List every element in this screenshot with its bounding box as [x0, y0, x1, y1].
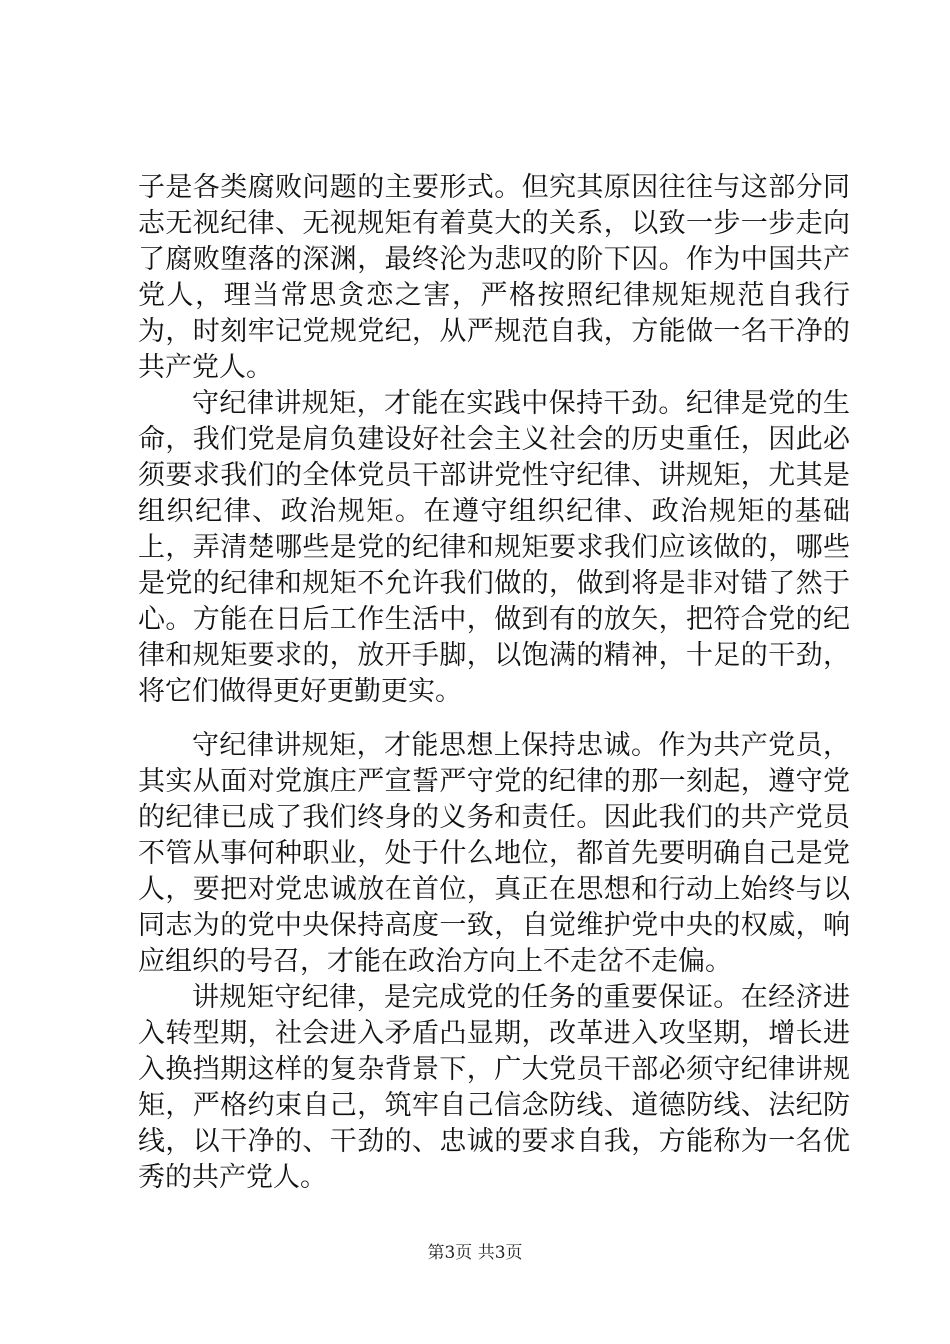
paragraph-1: 子是各类腐败问题的主要形式。但究其原因往往与这部分同志无视纪律、无视规矩有着莫大的关系，以致一步一步走向了腐败堕落的深渊，最终沦为悲叹的阶下囚。作为中国共产党人，理当常思贪恋之害，严格按照纪律规矩规范自我行为，时刻牢记党规党纪，从严规范自我，方能做一名干净的共产党人。 — [138, 172, 850, 383]
page-number-footer: 第3页 共3页 — [427, 1243, 523, 1263]
paragraph-4: 讲规矩守纪律，是完成党的任务的重要保证。在经济进入转型期，社会进入矛盾凸显期，改革进入攻坚期，增长进入换挡期这样的复杂背景下，广大党员干部必须守纪律讲规矩，严格约束自己，筑牢自己信念防线、道德防线、法纪防线，以干净的、干劲的、忠诚的要求自我，方能称为一名优秀的共产党人。 — [138, 982, 850, 1193]
paragraph-spacer — [138, 710, 850, 728]
document-body — [138, 170, 850, 1196]
paragraph-3: 守纪律讲规矩，才能思想上保持忠诚。作为共产党员，其实从面对党旗庄严宣誓严守党的纪律的那一刻起，遵守党的纪律已成了我们终身的义务和责任。因此我们的共产党员不管从事何种职业，处于什么地位，都首先要明确自己是党人，要把对党忠诚放在首位，真正在思想和行动上始终与以同志为的党中央保持高度一致，自觉维护党中央的权威，响应组织的号召，才能在政治方向上不走岔不走偏。 — [138, 730, 850, 977]
paragraph-2: 守纪律讲规矩，才能在实践中保持干劲。纪律是党的生命，我们党是肩负建设好社会主义社会的历史重任，因此必须要求我们的全体党员干部讲党性守纪律、讲规矩，尤其是组织纪律、政治规矩。在遵守组织纪律、政治规矩的基础上，弄清楚哪些是党的纪律和规矩要求我们应该做的，哪些是党的纪律和规矩不允许我们做的，做到将是非对错了然于心。方能在日后工作生活中，做到有的放矢，把符合党的纪律和规矩要求的，放开手脚，以饱满的精神，十足的干劲，将它们做得更好更勤更实。 — [138, 388, 850, 707]
